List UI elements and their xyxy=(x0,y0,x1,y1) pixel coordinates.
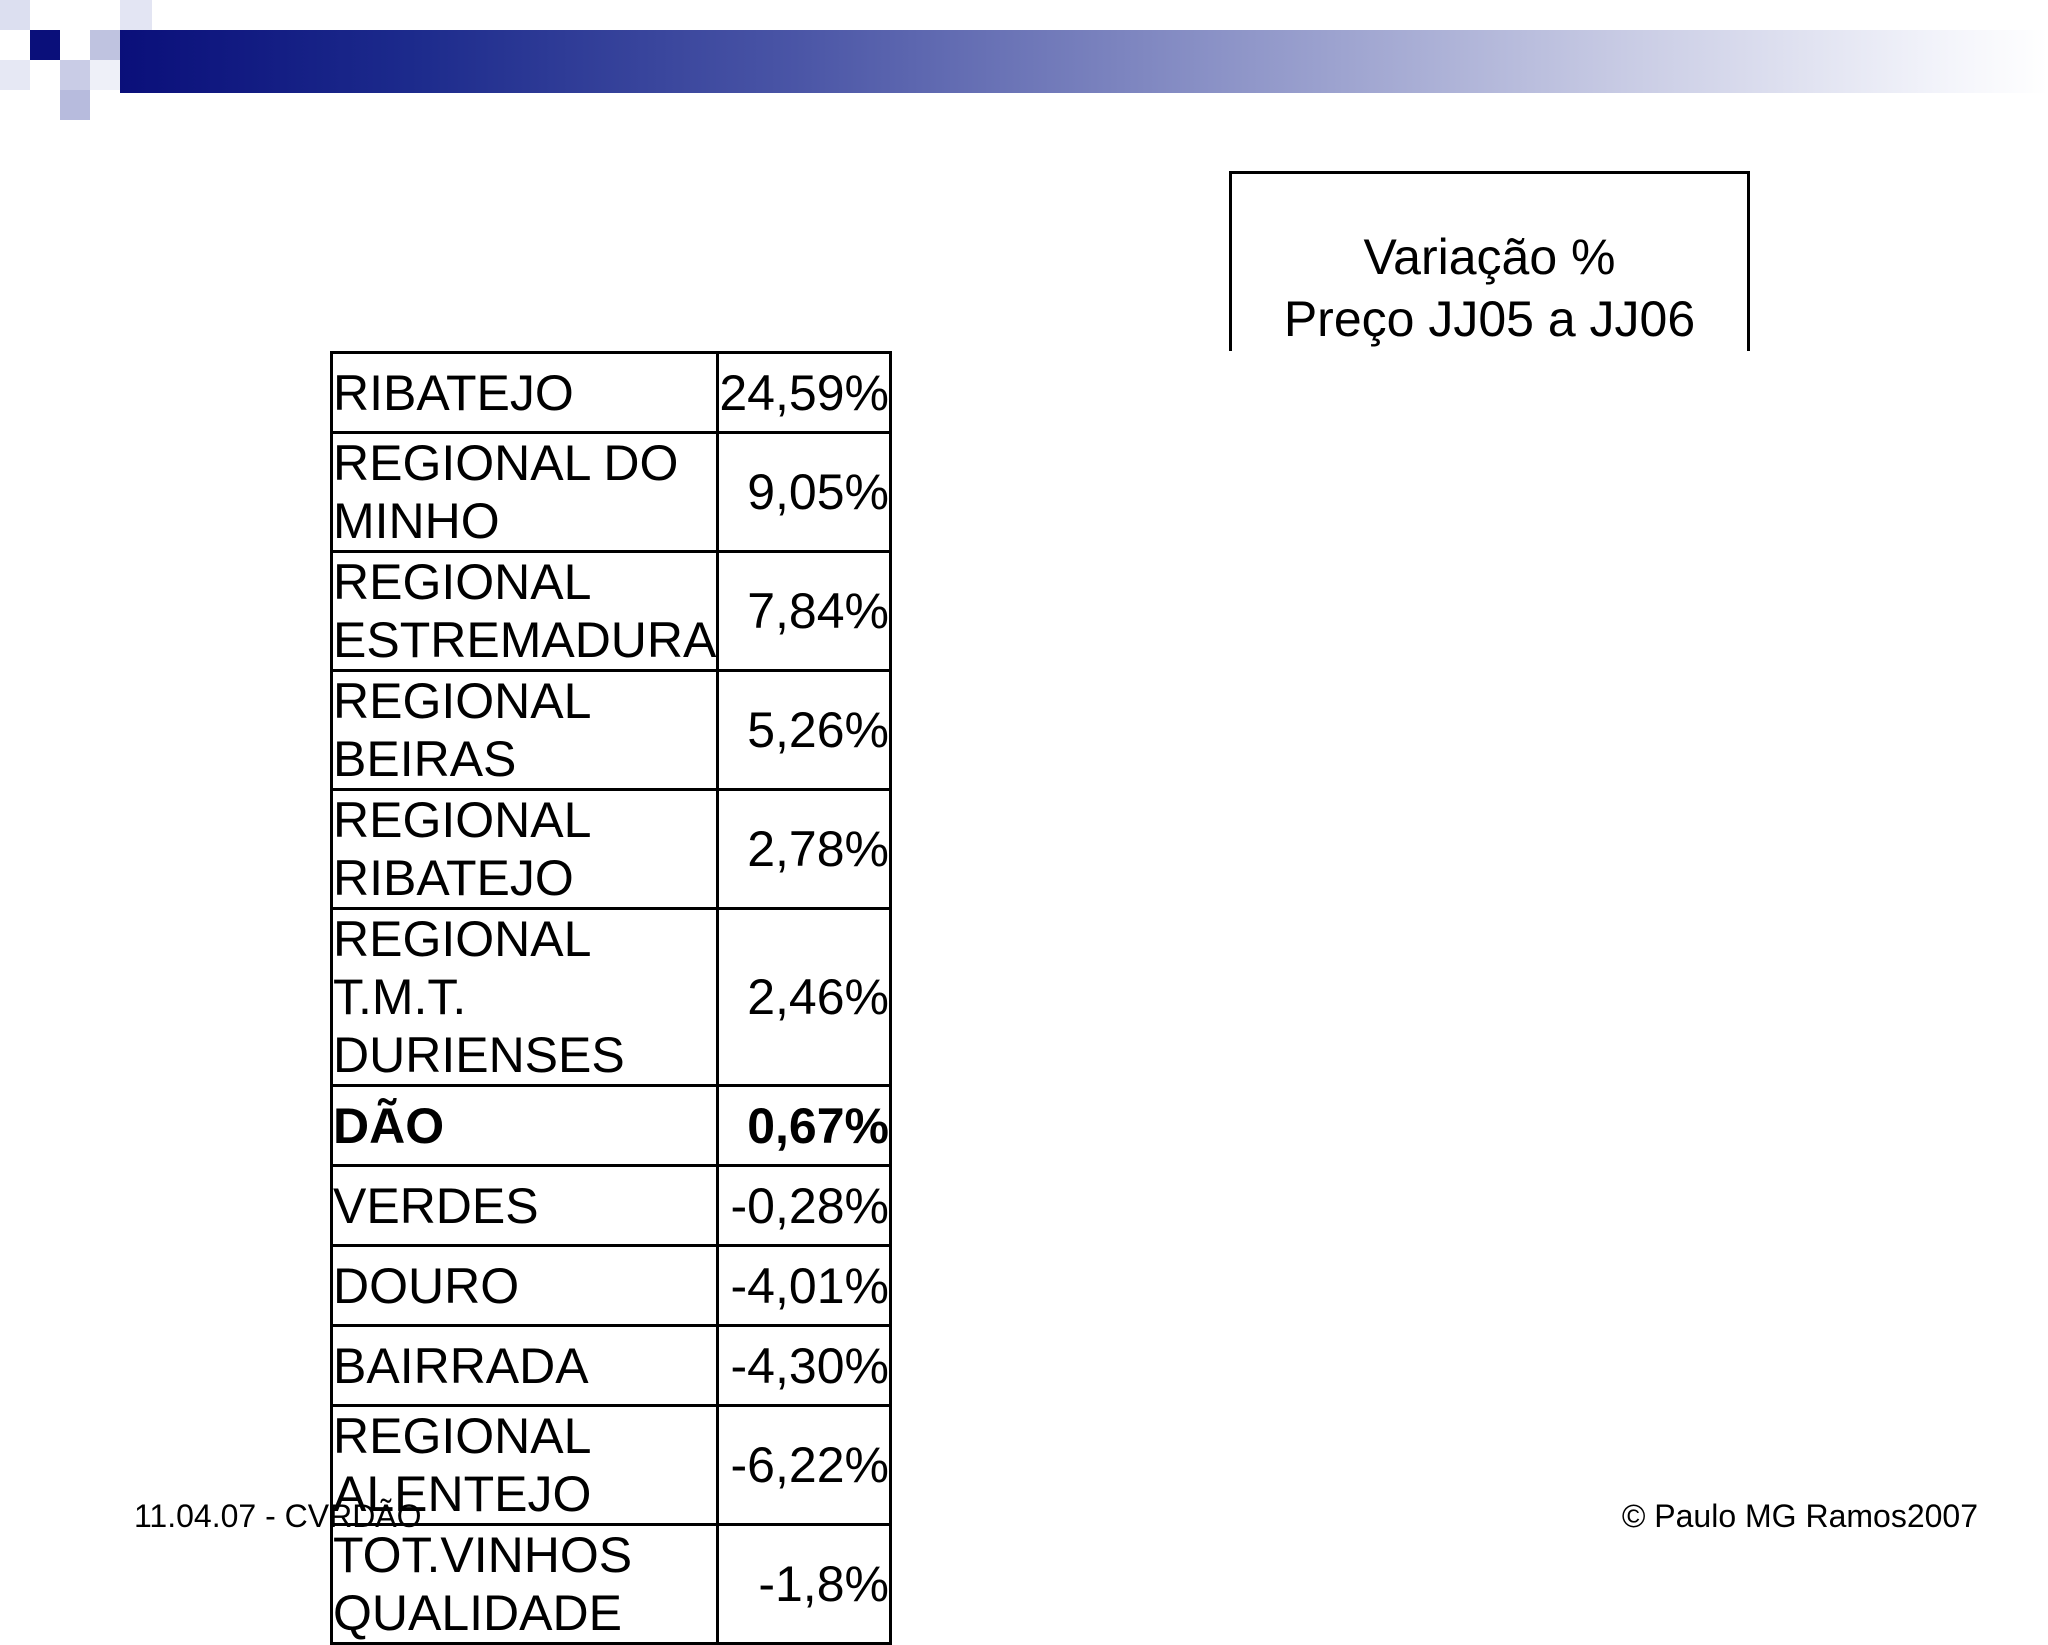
header-gradient-band xyxy=(120,30,2048,93)
value-cell: 5,26% xyxy=(718,671,891,790)
value-cell: -6,22% xyxy=(718,1406,891,1525)
value-cell: -1,8% xyxy=(718,1525,891,1644)
region-cell: DÃO xyxy=(332,1086,718,1166)
table-row xyxy=(332,790,891,909)
table-row xyxy=(332,909,891,1086)
decor-square xyxy=(90,60,120,90)
decor-square xyxy=(60,60,90,90)
table-row-highlight xyxy=(332,1086,891,1166)
value-cell: 2,78% xyxy=(718,790,891,909)
data-table xyxy=(330,351,892,1645)
region-cell: DOURO xyxy=(332,1246,718,1326)
region-cell: REGIONAL RIBATEJO xyxy=(332,790,718,909)
value-cell: 0,67% xyxy=(718,1086,891,1166)
region-cell: REGIONAL ESTREMADURA xyxy=(332,552,718,671)
region-cell: RIBATEJO xyxy=(332,353,718,433)
table-row xyxy=(332,433,891,552)
value-cell: 2,46% xyxy=(718,909,891,1086)
value-cell: 24,59% xyxy=(718,353,891,433)
decor-square xyxy=(90,30,120,60)
value-cell: 9,05% xyxy=(718,433,891,552)
value-cell: -4,30% xyxy=(718,1326,891,1406)
value-cell: -4,01% xyxy=(718,1246,891,1326)
decor-square xyxy=(0,60,30,90)
decor-square xyxy=(60,90,90,120)
region-cell: TOT.VINHOS QUALIDADE xyxy=(332,1525,718,1644)
table-row xyxy=(332,671,891,790)
table-row xyxy=(332,353,891,433)
decor-square xyxy=(120,0,152,30)
region-cell: REGIONAL DO MINHO xyxy=(332,433,718,552)
footer-copyright: © Paulo MG Ramos2007 xyxy=(1621,1498,1978,1534)
table-row xyxy=(332,1326,891,1406)
region-cell: REGIONAL ALENTEJO xyxy=(332,1406,718,1525)
table-row xyxy=(332,1246,891,1326)
value-cell: 7,84% xyxy=(718,552,891,671)
region-cell: REGIONAL T.M.T. DURIENSES xyxy=(332,909,718,1086)
value-cell: -0,28% xyxy=(718,1166,891,1246)
footer-date-label: 11.04.07 - CVRDÃO xyxy=(134,1498,422,1534)
column-header-line1: Variação % xyxy=(1363,229,1616,285)
table-row xyxy=(332,552,891,671)
column-header-line2: Preço JJ05 a JJ06 xyxy=(1283,291,1696,347)
region-cell: VERDES xyxy=(332,1166,718,1246)
region-cell: BAIRRADA xyxy=(332,1326,718,1406)
column-header xyxy=(1229,171,1750,351)
decor-square xyxy=(0,0,30,30)
region-cell: REGIONAL BEIRAS xyxy=(332,671,718,790)
table-row xyxy=(332,1166,891,1246)
decor-square xyxy=(30,30,60,60)
table-row-total xyxy=(332,1525,891,1644)
